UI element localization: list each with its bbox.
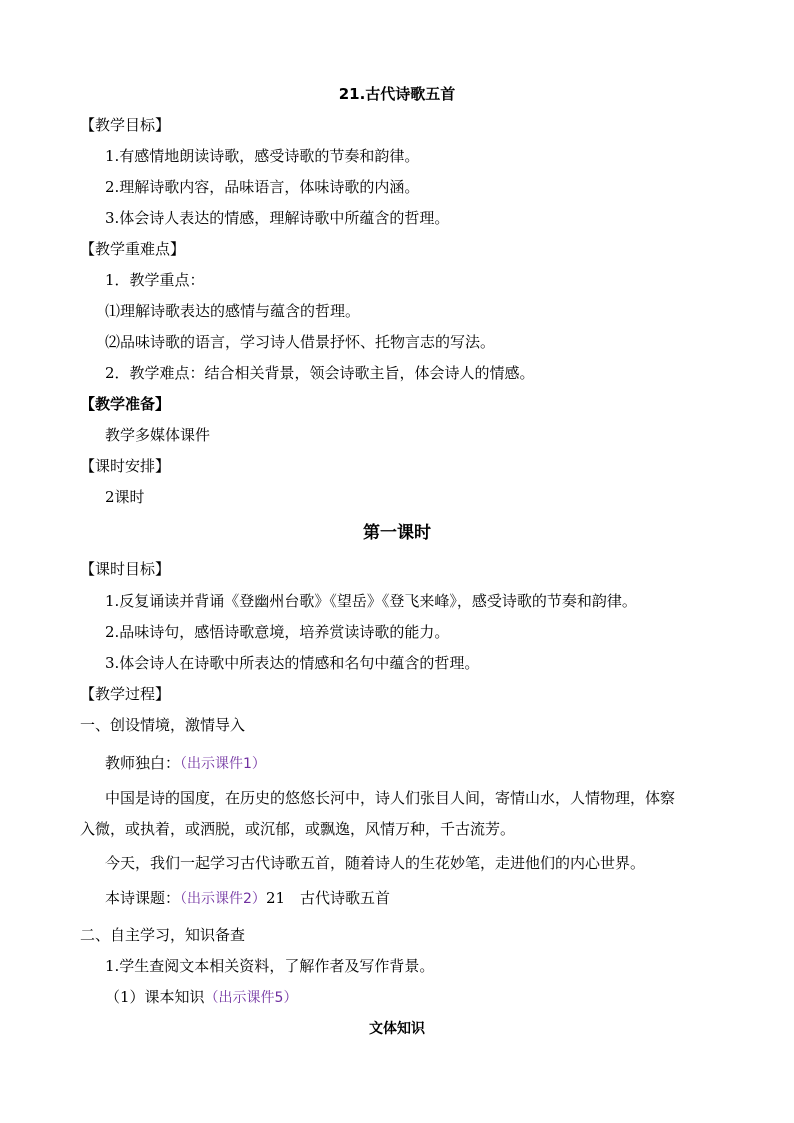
section-heading-process: 【教学过程】 <box>80 685 171 703</box>
textbook-knowledge-label: （1）课本知识 <box>105 988 205 1006</box>
key-point-sub-2: ⑵品味诗歌的语言，学习诗人借景抒怀、托物言志的写法。 <box>105 333 496 351</box>
teaching-goal-2: 2.理解诗歌内容，品味语言，体味诗歌的内涵。 <box>105 178 420 196</box>
document-title: 21.古代诗歌五首 <box>338 85 456 103</box>
lesson-topic-label: 本诗课题： <box>105 889 181 907</box>
section-heading-key-difficult: 【教学重难点】 <box>80 240 186 258</box>
textbook-knowledge-line <box>105 986 785 1008</box>
key-point-sub-1: ⑴理解诗歌表达的感情与蕴含的哲理。 <box>105 302 361 320</box>
teaching-goal-3: 3.体会诗人表达的情感，理解诗歌中所蕴含的哲理。 <box>105 209 450 227</box>
intro-paragraph-2: 今天，我们一起学习古代诗歌五首，随着诗人的生花妙笔，走进他们的内心世界。 <box>105 854 646 872</box>
lesson-topic-line <box>105 887 785 909</box>
preparation-content: 教学多媒体课件 <box>105 426 211 444</box>
part1-heading: 一、创设情境，激情导入 <box>80 716 246 734</box>
difficult-point: 2．教学难点：结合相关背景，领会诗歌主旨，体会诗人的情感。 <box>105 364 535 382</box>
genre-knowledge-heading: 文体知识 <box>369 1021 425 1037</box>
section-heading-teaching-goals: 【教学目标】 <box>80 116 171 134</box>
section-heading-preparation: 【教学准备】 <box>80 395 171 413</box>
schedule-content: 2课时 <box>105 488 145 506</box>
lesson-topic-text: 21 古代诗歌五首 <box>265 889 391 907</box>
lesson-goal-2: 2.品味诗句，感悟诗歌意境，培养赏读诗歌的能力。 <box>105 623 450 641</box>
textbook-knowledge-note: （出示课件5） <box>204 990 298 1006</box>
lesson-goal-3: 3.体会诗人在诗歌中所表达的情感和名句中蕴含的哲理。 <box>105 654 480 672</box>
self-study-step-1: 1.学生查阅文本相关资料，了解作者及写作背景。 <box>105 957 435 975</box>
key-point-label: 1．教学重点： <box>105 271 205 289</box>
lesson-goal-1: 1.反复诵读并背诵《登幽州台歌》《望岳》《登飞来峰》，感受诗歌的节奏和韵律。 <box>105 592 637 610</box>
monologue-label: 教师独白： <box>105 754 181 772</box>
monologue-note: （出示课件1） <box>180 756 266 772</box>
first-lesson-title: 第一课时 <box>363 523 431 543</box>
teaching-goal-1: 1.有感情地朗读诗歌，感受诗歌的节奏和韵律。 <box>105 147 420 165</box>
lesson-topic-note: （出示课件2） <box>180 891 266 907</box>
section-heading-schedule: 【课时安排】 <box>80 457 171 475</box>
intro-paragraph-line-2: 入微，或执着，或洒脱，或沉郁，或飘逸，风情万种，千古流芳。 <box>80 820 516 838</box>
monologue-line <box>105 752 785 774</box>
section-heading-lesson-goals: 【课时目标】 <box>80 560 171 578</box>
part2-heading: 二、自主学习，知识备查 <box>80 926 246 944</box>
intro-paragraph-line-1: 中国是诗的国度，在历史的悠悠长河中，诗人们张目人间，寄情山水，人情物理，体察 <box>105 789 676 807</box>
